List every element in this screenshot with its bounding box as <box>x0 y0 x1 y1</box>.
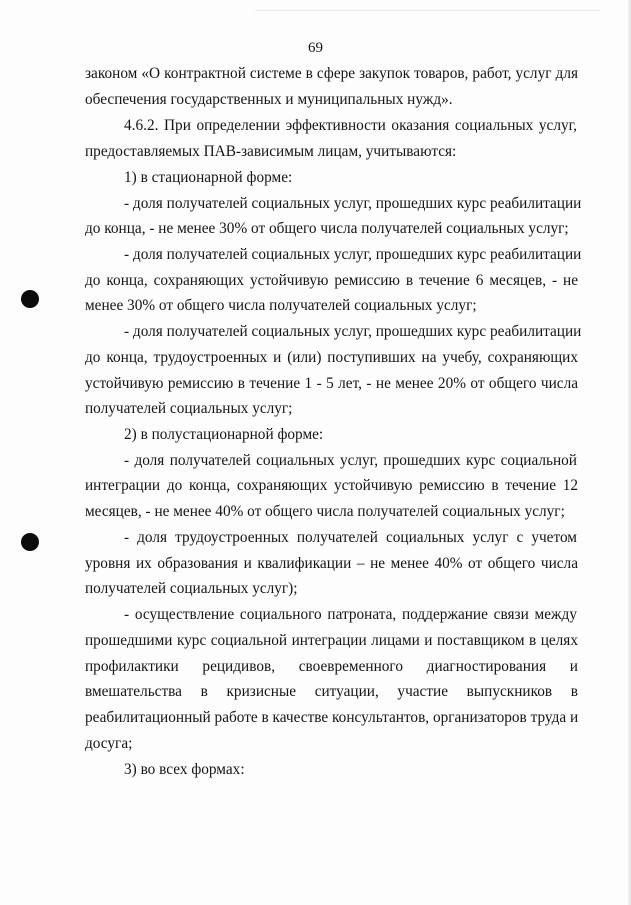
text-line: 4.6.2. При определении эффективности оказания социальных услуг, <box>124 117 577 134</box>
text-line: уровня их образования и квалификации – не менее 40% от общего числа <box>85 555 578 572</box>
text-line: - доля трудоустроенных получателей социальных услуг с учетом <box>124 529 577 546</box>
text-line: получателей социальных услуг; <box>85 400 293 417</box>
page-number: 69 <box>308 40 323 56</box>
text-line: до конца, трудоустроенных и (или) поступивших на учебу, сохраняющих <box>85 349 578 366</box>
text-line: получателей социальных услуг); <box>85 580 298 597</box>
text-line: законом «О контрактной системе в сфере закупок товаров, работ, услуг для <box>85 65 578 82</box>
text-line: досуга; <box>85 735 133 752</box>
text-line: до конца, - не менее 30% от общего числа получателей социальных услуг; <box>85 220 569 237</box>
text-line: реабилитационный работе в качестве консультантов, организаторов труда и <box>85 709 579 726</box>
text-line: устойчивую ремиссию в течение 1 - 5 лет, - не менее 20% от общего числа <box>85 375 578 392</box>
text-line: - доля получателей социальных услуг, прошедших курс реабилитации <box>124 246 582 263</box>
punch-hole <box>21 290 39 308</box>
text-line: интеграции до конца, сохраняющих устойчивую ремиссию в течение 12 <box>85 477 578 494</box>
text-line: предоставляемых ПАВ-зависимым лицам, учитываются: <box>85 143 457 160</box>
text-line: менее 30% от общего числа получателей социальных услуг; <box>85 297 477 314</box>
text-line: - доля получателей социальных услуг, прошедших курс реабилитации <box>124 195 582 212</box>
text-line: обеспечения государственных и муниципальных нужд». <box>85 91 453 108</box>
text-line: профилактики рецидивов, своевременного диагностирования и <box>85 658 578 675</box>
text-line: 3) во всех формах: <box>124 761 245 778</box>
text-line: - доля получателей социальных услуг, прошедших курс социальной <box>124 452 577 469</box>
text-line: вмешательства в кризисные ситуации, участие выпускников в <box>85 683 578 700</box>
text-line: - осуществление социального патроната, поддержание связи между <box>124 606 577 623</box>
text-line: месяцев, - не менее 40% от общего числа получателей социальных услуг; <box>85 503 565 520</box>
text-line: до конца, сохраняющих устойчивую ремиссию в течение 6 месяцев, - не <box>85 272 578 289</box>
text-line: - доля получателей социальных услуг, прошедших курс реабилитации <box>124 323 582 340</box>
text-line: прошедшими курс социальной интеграции лицами и поставщиком в целях <box>85 632 578 649</box>
text-line: 2) в полустационарной форме: <box>124 426 324 443</box>
text-line: 1) в стационарной форме: <box>124 169 293 186</box>
punch-hole <box>21 533 39 551</box>
scan-top-rule <box>255 10 600 11</box>
